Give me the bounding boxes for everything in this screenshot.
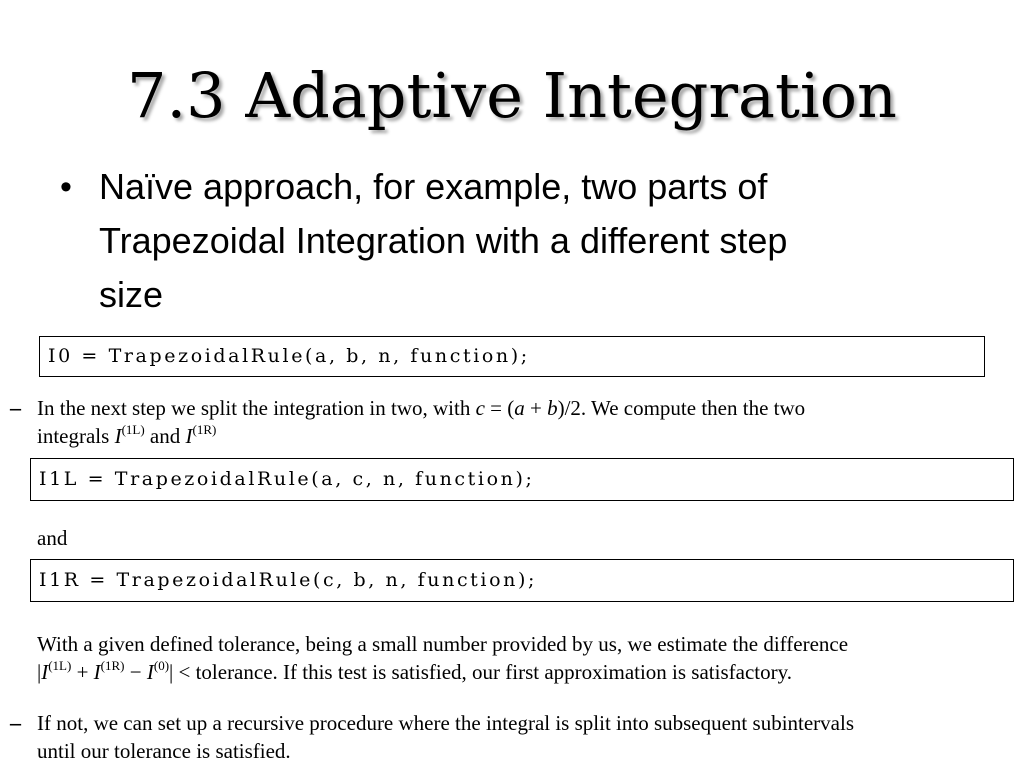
recursive-line-1: If not, we can set up a recursive procedure where the integral is split into subsequent subintervals (37, 711, 855, 735)
bullet-line-3: size (99, 274, 164, 315)
code-box-i1l: I1L = TrapezoidalRule(a, c, n, function); (30, 458, 1014, 501)
dash-marker: – (10, 395, 21, 420)
split-line-1: In the next step we split the integration in two, with c = (a + b)/2. We compute then the two (37, 396, 806, 420)
tolerance-paragraph (37, 630, 1012, 686)
recursive-line-2: until our tolerance is satisfied. (37, 739, 291, 763)
split-paragraph (37, 394, 1012, 450)
recursive-paragraph (37, 709, 1012, 765)
split-line-2: integrals $I^{(1L)}$ and $I^{(1R)}$ (37, 422, 217, 448)
code-box-i0: I0 = TrapezoidalRule(a, b, n, function); (39, 336, 985, 377)
tolerance-line-2: $|I^{(1L)} + I^{(1R)} - I^{(0)}|$ < tolerance. If this test is satisfied, our first approximation is satisfactory. (37, 658, 792, 684)
and-text: and (37, 526, 68, 550)
bullet-text (99, 160, 939, 322)
code-box-i1r: I1R = TrapezoidalRule(c, b, n, function); (30, 559, 1014, 602)
bullet-line-1: Naïve approach, for example, two parts of (99, 166, 768, 207)
dash-marker: – (10, 710, 21, 735)
bullet-line-2: Trapezoidal Integration with a different step (99, 220, 788, 261)
bullet-point-icon: • (60, 168, 72, 206)
slide-title: 7.3 Adaptive Integration (127, 59, 897, 132)
tolerance-line-1: With a given defined tolerance, being a small number provided by us, we estimate the difference (37, 632, 849, 656)
